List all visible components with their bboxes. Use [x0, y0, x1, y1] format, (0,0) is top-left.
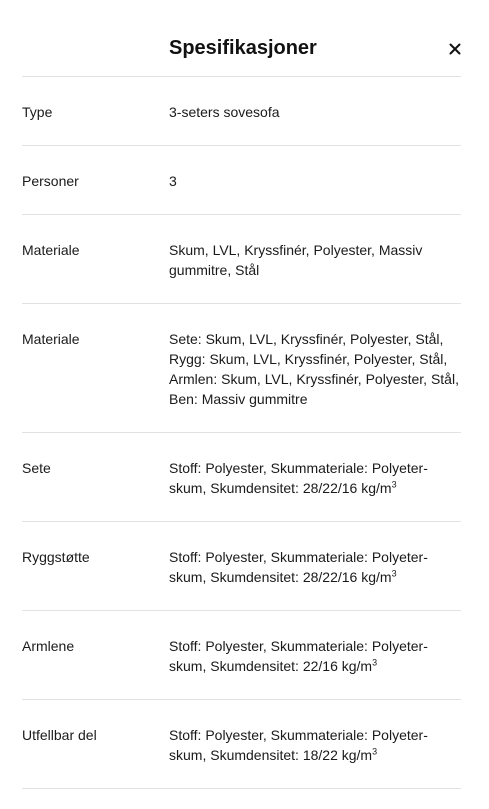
spec-label: Materiale — [22, 242, 80, 258]
spec-row-foldout — [22, 700, 461, 789]
spec-value-text: Stoff: Polyester, Skummateriale: Polyeter-skum, Skumdensitet: 22/16 kg/m — [169, 638, 428, 674]
spec-label: Materiale — [22, 331, 80, 347]
spec-value: 3 — [169, 173, 177, 189]
spec-value: 3-seters sovesofa — [169, 104, 280, 120]
page-title: Spesifikasjoner — [169, 37, 317, 59]
spec-value: Skum, LVL, Kryssfinér, Polyester, Massiv gummitre, Stål — [169, 242, 423, 278]
superscript: 3 — [391, 568, 397, 579]
spec-row-backrest — [22, 522, 461, 611]
spec-row-material-detail — [22, 304, 461, 433]
spec-value: Sete: Skum, LVL, Kryssfinér, Polyester, Stål, Rygg: Skum, LVL, Kryssfinér, Polyester, Stål, Armlen: Skum, LVL, Kryssfinér, Polyester, Stål, Ben: Massiv gummitre — [169, 331, 459, 407]
spec-label: Ryggstøtte — [22, 549, 90, 565]
spec-label: Personer — [22, 173, 79, 189]
spec-row-material — [22, 215, 461, 304]
superscript: 3 — [391, 479, 397, 490]
superscript: 3 — [372, 657, 378, 668]
superscript: 3 — [372, 746, 378, 757]
close-button[interactable] — [443, 37, 467, 61]
panel-header — [22, 0, 461, 77]
spec-row-armrest — [22, 611, 461, 700]
spec-value — [169, 725, 461, 788]
spec-value-text: Stoff: Polyester, Skummateriale: Polyeter-skum, Skumdensitet: 28/22/16 kg/m — [169, 460, 428, 496]
spec-label: Utfellbar del — [22, 727, 97, 743]
spec-value — [169, 636, 461, 699]
spec-label: Armlene — [22, 638, 75, 654]
spec-row-seat — [22, 433, 461, 522]
spec-value — [169, 458, 461, 521]
spec-label: Type — [22, 104, 53, 120]
spec-label: Sete — [22, 460, 51, 476]
close-icon — [449, 43, 461, 55]
spec-row-type — [22, 77, 461, 146]
spec-row-persons — [22, 146, 461, 215]
spec-value-text: Stoff: Polyester, Skummateriale: Polyeter-skum, Skumdensitet: 18/22 kg/m — [169, 727, 428, 763]
spec-value-text: Stoff: Polyester, Skummateriale: Polyeter-skum, Skumdensitet: 28/22/16 kg/m — [169, 549, 428, 585]
spec-value — [169, 547, 461, 610]
spec-list — [22, 77, 461, 789]
